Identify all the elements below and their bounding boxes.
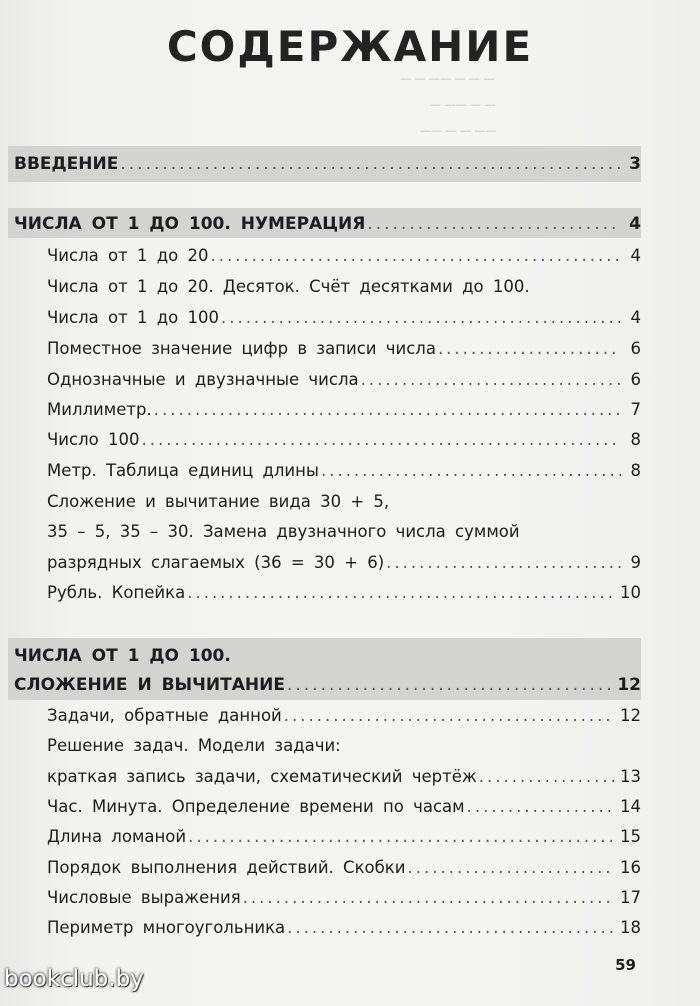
dot-leader (142, 430, 622, 450)
toc-item[interactable] (47, 888, 641, 908)
toc-page-number: 6 (630, 370, 641, 389)
dot-leader (408, 858, 615, 878)
toc-item[interactable] (47, 492, 641, 512)
toc-page-number: 7 (630, 400, 641, 419)
dot-leader (287, 918, 614, 938)
dot-leader (479, 767, 614, 787)
toc-item[interactable] (47, 522, 641, 542)
toc-page-number: 8 (630, 461, 641, 480)
toc-page-number: 8 (630, 430, 641, 449)
dot-leader (221, 308, 621, 328)
dot-leader (187, 583, 614, 603)
dot-leader (243, 888, 614, 908)
page-title: СОДЕРЖАНИЕ (166, 22, 534, 71)
dot-leader (438, 339, 621, 359)
toc-page-number: 6 (630, 339, 641, 358)
toc-item[interactable] (47, 461, 641, 481)
toc-item-title: Длина ломаной (47, 827, 187, 846)
toc-item[interactable] (47, 767, 641, 787)
dot-leader (467, 797, 614, 817)
dot-leader (386, 553, 621, 573)
toc-section-intro[interactable] (14, 154, 641, 174)
toc-item-title: Число 100 (47, 430, 140, 449)
toc-item-title: Числа от 1 до 20 (47, 246, 209, 265)
toc-page-number: 10 (620, 583, 641, 602)
toc-item[interactable] (47, 246, 641, 266)
toc-item-title: Миллиметр. (47, 400, 152, 419)
dot-leader (188, 827, 614, 847)
dot-leader (287, 675, 611, 695)
toc-section-title: ВВЕДЕНИЕ (14, 154, 119, 174)
toc-item[interactable] (47, 553, 641, 573)
toc-item[interactable] (47, 370, 641, 390)
toc-item-title: Решение задач. Модели задачи: (47, 736, 341, 755)
show-through-text: — —— — — (430, 98, 496, 111)
toc-item[interactable] (47, 918, 641, 938)
toc-item[interactable] (47, 308, 641, 328)
toc-page-number: 12 (617, 675, 641, 695)
toc-item-title: 35 – 5, 35 – 30. Замена двузначного числа суммой (47, 522, 520, 541)
toc-item[interactable] (47, 430, 641, 450)
toc-item-title: Числа от 1 до 20. Десяток. Счёт десятками до 100. (47, 277, 530, 296)
toc-section-title: ЧИСЛА ОТ 1 ДО 100. НУМЕРАЦИЯ (14, 214, 366, 234)
toc-section-numbering[interactable] (14, 214, 641, 234)
toc-page-number: 4 (630, 308, 641, 327)
toc-item-title: Числовые выражения (47, 888, 241, 907)
dot-leader (284, 706, 614, 726)
show-through-text: — — —— — — — (400, 72, 495, 85)
toc-section-title: ЧИСЛА ОТ 1 ДО 100. (14, 646, 231, 666)
dot-leader (210, 246, 621, 266)
page-number: 59 (615, 956, 636, 974)
toc-item-title: Метр. Таблица единиц длины (47, 461, 319, 480)
toc-item[interactable] (47, 339, 641, 359)
toc-section-title-line (14, 646, 641, 666)
toc-page-number: 4 (630, 246, 641, 265)
toc-page-number: 3 (629, 154, 641, 174)
toc-item-title: Числа от 1 до 100 (47, 308, 219, 327)
toc-item-title: Задачи, обратные данной (47, 706, 282, 725)
toc-item-title: Сложение и вычитание вида 30 + 5, (47, 492, 390, 511)
toc-item-title: Рубль. Копейка (47, 583, 186, 602)
toc-page-number: 15 (620, 827, 641, 846)
toc-item-title: Периметр многоугольника (47, 918, 286, 937)
dot-leader (321, 461, 621, 481)
toc-page-number: 18 (620, 918, 641, 937)
show-through-text: —— — — —— (420, 124, 497, 137)
toc-item-title: Час. Минута. Определение времени по часам (47, 797, 465, 816)
toc-section-addsub[interactable] (14, 675, 641, 695)
toc-item-title: Однозначные и двузначные числа (47, 370, 359, 389)
toc-page-number: 12 (620, 706, 641, 725)
toc-page-number: 17 (620, 888, 641, 907)
toc-section-title: СЛОЖЕНИЕ И ВЫЧИТАНИЕ (14, 675, 285, 695)
toc-page-number: 4 (629, 214, 641, 234)
toc-item-title: разрядных слагаемых (36 = 30 + 6) (47, 553, 385, 572)
toc-item[interactable] (47, 583, 641, 603)
dot-leader (120, 154, 621, 174)
toc-page-number: 14 (620, 797, 641, 816)
toc-item[interactable] (47, 706, 641, 726)
toc-item-title: Порядок выполнения действий. Скобки (47, 858, 406, 877)
toc-page-number: 9 (630, 553, 641, 572)
toc-item[interactable] (47, 277, 641, 297)
toc-item[interactable] (47, 858, 641, 878)
toc-item-title: краткая запись задачи, схематический чертёж (47, 767, 477, 786)
toc-item[interactable] (47, 736, 641, 756)
watermark: bookclub.by (4, 966, 144, 992)
toc-item[interactable] (47, 827, 641, 847)
toc-item[interactable] (47, 400, 641, 420)
toc-page-number: 16 (620, 858, 641, 877)
dot-leader (361, 370, 621, 390)
toc-page-number: 13 (620, 767, 641, 786)
toc-item-title: Поместное значение цифр в записи числа (47, 339, 436, 358)
dot-leader (367, 214, 621, 234)
dot-leader (154, 400, 621, 420)
toc-item[interactable] (47, 797, 641, 817)
